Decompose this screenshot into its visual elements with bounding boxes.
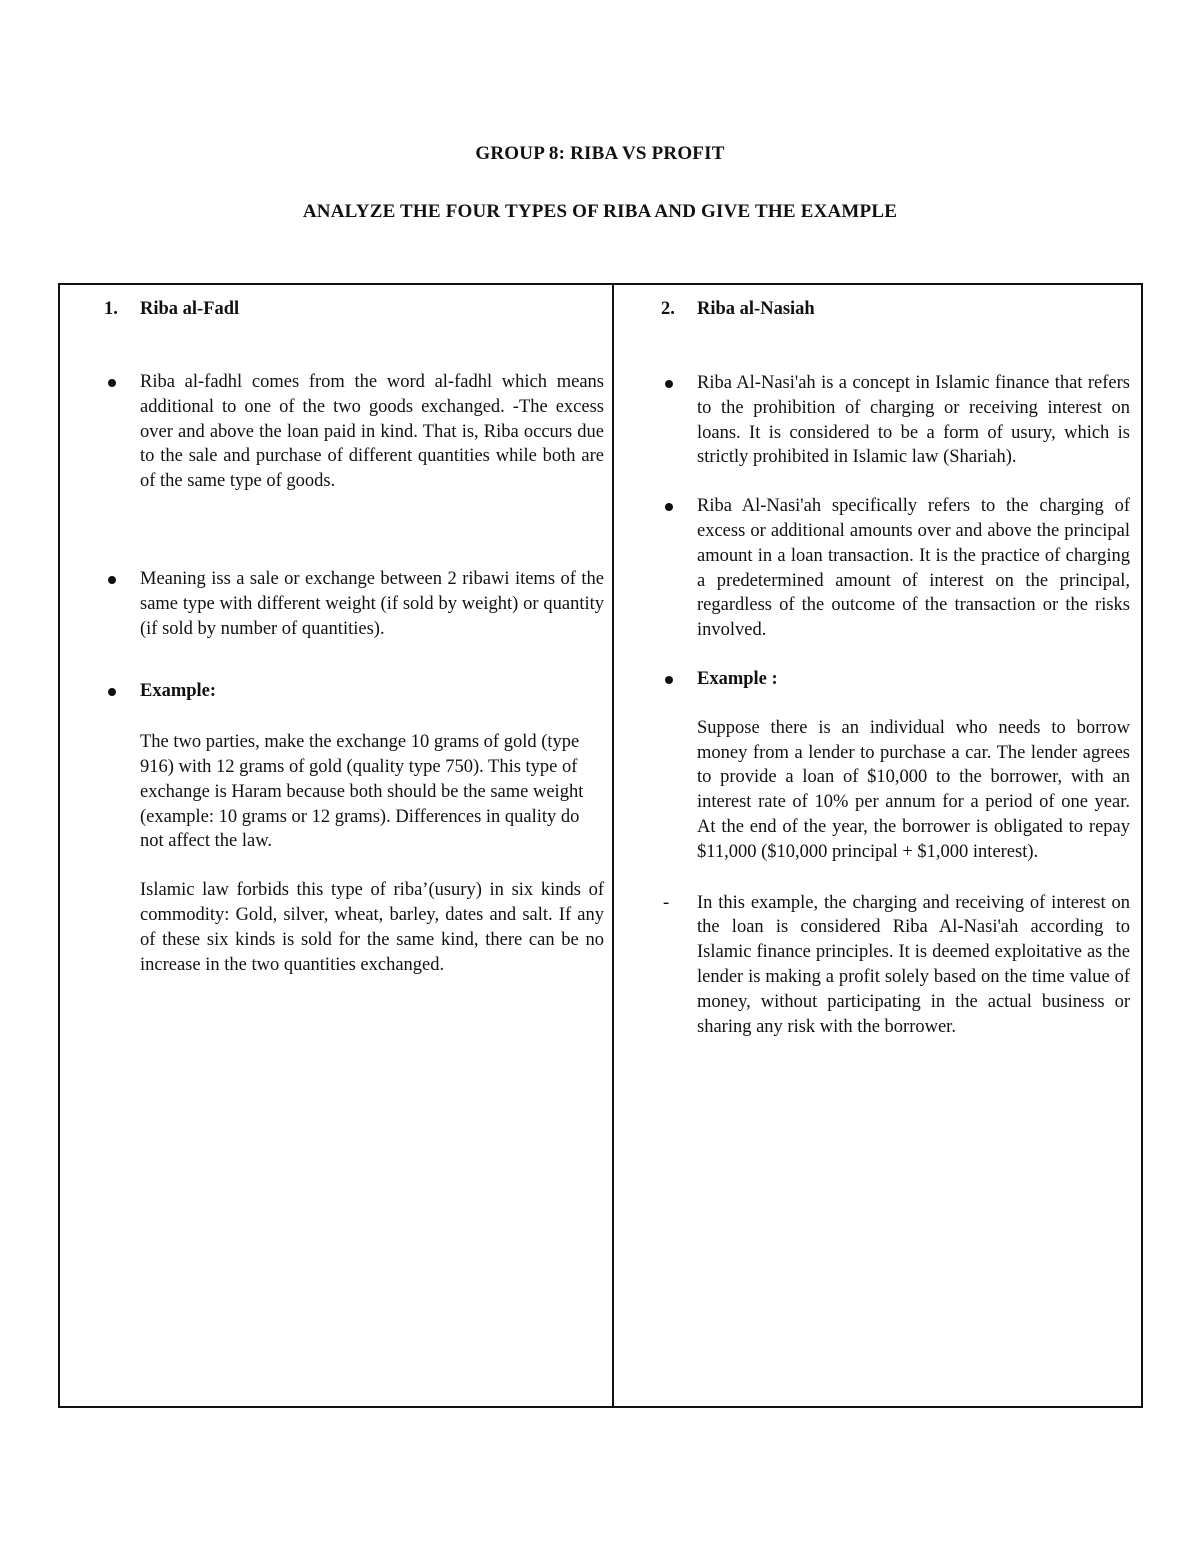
right-example-label: Example : xyxy=(697,668,778,689)
left-example-label: Example: xyxy=(140,681,217,702)
right-bullet-2-text: Riba Al-Nasi'ah specifically refers to the charging of excess or additional amounts over and above the principal amount in a loan transaction. It is the practice of charging a predetermined amount of interest on the principal, regardless of the outcome of the transaction or the risks involved. xyxy=(697,496,1130,641)
right-heading xyxy=(661,297,1130,323)
right-column xyxy=(661,297,1130,1039)
dash-marker: - xyxy=(663,892,670,913)
left-heading-text: Riba al-Fadl xyxy=(140,299,240,319)
right-example-label-item xyxy=(661,667,1130,692)
left-example-label-item xyxy=(104,679,604,704)
left-bullet-1-text: Riba al-fadhl comes from the word al-fadhl which means additional to one of the two goods exchanged. -The excess over and above the loan paid in kind. That is, Riba occurs due to the sale and purchase of different quantities while both are of the same type of goods. xyxy=(140,372,604,492)
left-bullet-2-text: Meaning iss a sale or exchange between 2 ribawi items of the same type with different weight (if sold by weight) or quantity (if sold by number of quantities). xyxy=(140,568,604,639)
left-heading xyxy=(104,297,604,323)
left-heading-number: 1. xyxy=(104,299,118,319)
table-column-divider xyxy=(612,283,614,1408)
left-bullet-2 xyxy=(104,567,604,641)
right-bullet-1 xyxy=(661,371,1130,470)
left-bullet-1 xyxy=(104,370,604,494)
bullet-icon xyxy=(108,576,116,584)
left-example-paragraph-1: The two parties, make the exchange 10 grams of gold (type 916) with 12 grams of gold (quality type 750). This type of exchange is Haram because both should be the same weight (example: 10 grams or 12 grams). Differences in quality do not affect the law. xyxy=(140,732,584,852)
document-subtitle: ANALYZE THE FOUR TYPES OF RIBA AND GIVE THE EXAMPLE xyxy=(302,201,898,222)
bullet-icon xyxy=(665,676,673,684)
right-heading-text: Riba al-Nasiah xyxy=(697,299,815,319)
right-bullet-1-text: Riba Al-Nasi'ah is a concept in Islamic finance that refers to the prohibition of charging or receiving interest on loans. It is considered to be a form of usury, which is strictly prohibited in Islamic law (Shariah). xyxy=(697,373,1130,468)
bullet-icon xyxy=(665,380,673,388)
right-bullet-2 xyxy=(661,494,1130,643)
left-example-paragraph-2: Islamic law forbids this type of riba’(usury) in six kinds of commodity: Gold, silver, wheat, barley, dates and salt. If any of these six kinds is sold for the same kind, there can be no increase in the two quantities exchanged. xyxy=(140,880,604,975)
right-dash-paragraph: In this example, the charging and receiving of interest on the loan is considered Riba Al-Nasi'ah according to Islamic finance principles. It is deemed exploitative as the lender is making a profit solely based on the time value of money, without participating in the actual business or sharing any risk with the borrower. xyxy=(697,892,1130,1037)
right-heading-number: 2. xyxy=(661,299,675,319)
document-title: GROUP 8: RIBA VS PROFIT xyxy=(475,143,725,164)
right-example-paragraph: Suppose there is an individual who needs to borrow money from a lender to purchase a car. The lender agrees to provide a loan of $10,000 to the borrower, with an interest rate of 10% per annum for a period of one year. At the end of the year, the borrower is obligated to repay $11,000 ($10,000 principal + $1,000 interest). xyxy=(697,717,1130,862)
bullet-icon xyxy=(665,503,673,511)
right-dash-item xyxy=(661,891,1130,1040)
bullet-icon xyxy=(108,688,116,696)
left-column xyxy=(104,297,604,977)
bullet-icon xyxy=(108,379,116,387)
